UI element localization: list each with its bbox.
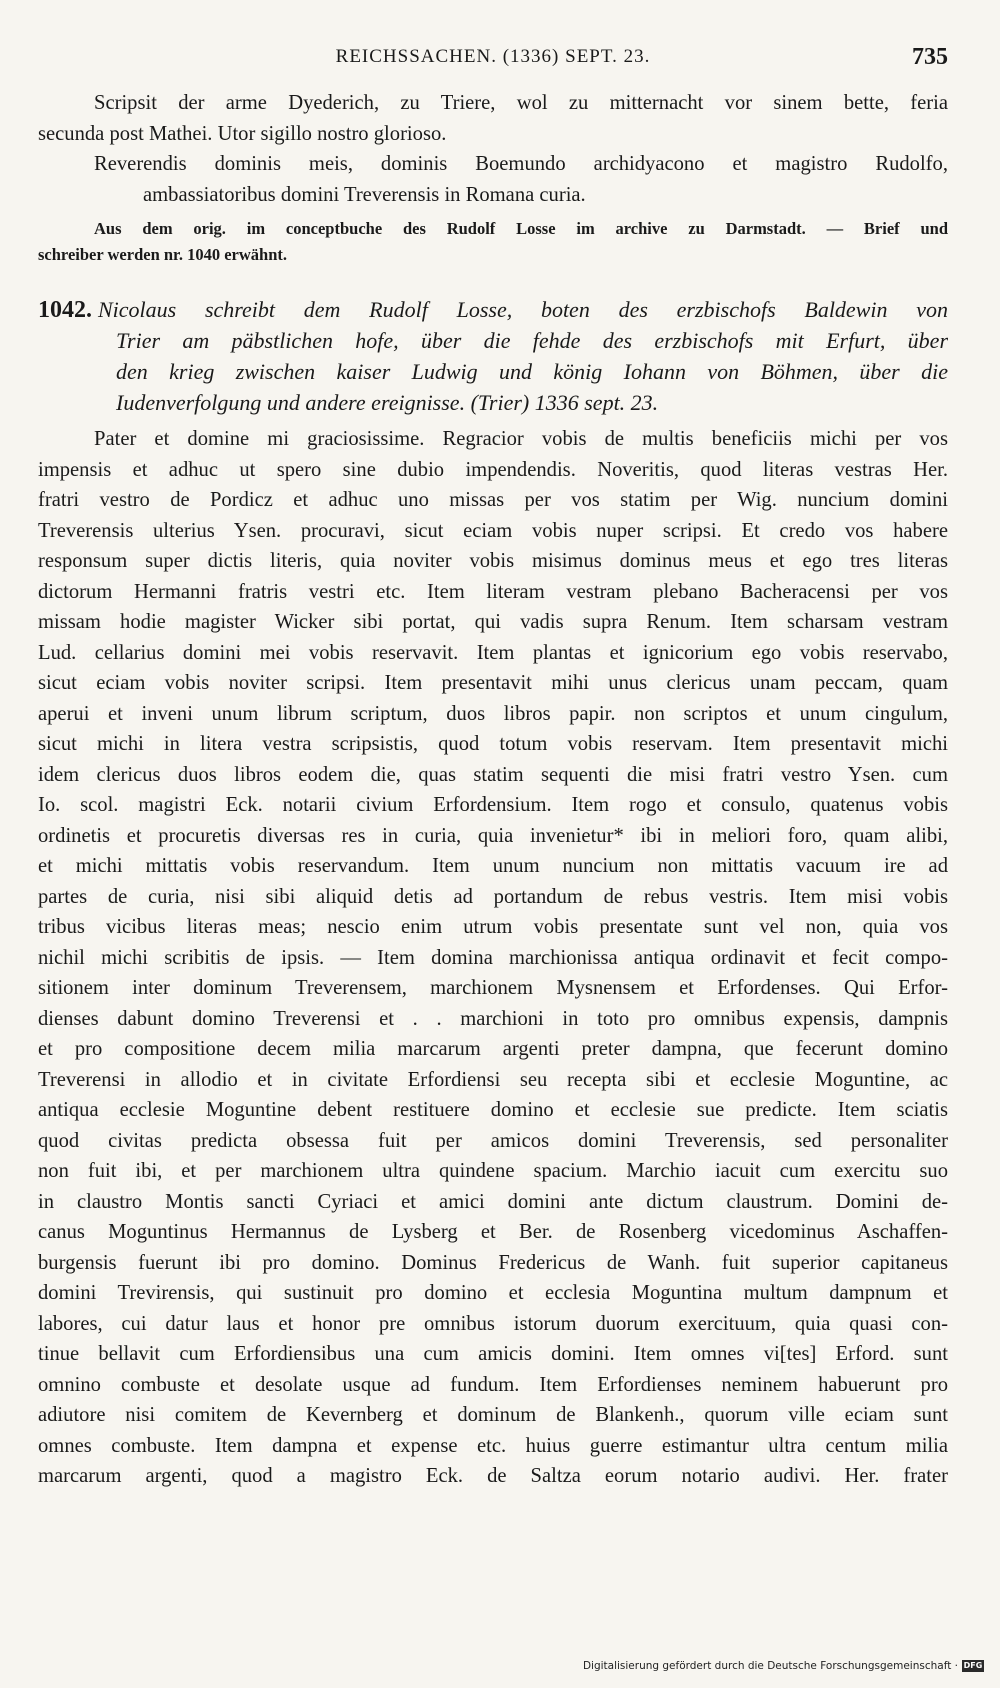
text-line: Treverensi in allodio et in civitate Erfordiensi seu recepta sibi et ecclesie Moguntine, ac — [38, 1068, 948, 1091]
text-line: tinue bellavit cum Erfordiensibus una cum amicis domini. Item omnes vi[tes] Erford. sunt — [38, 1343, 948, 1365]
running-header — [38, 44, 948, 74]
text-line: sicut michi in litera vestra scripsistis, quod totum vobis reservam. Item presentavit michi — [38, 733, 948, 755]
page-number: 735 — [912, 44, 948, 70]
previous-letter-closing — [38, 88, 948, 210]
text-line: impensis et adhuc ut spero sine dubio impendendis. Noveritis, quod literas vestras Her. — [38, 458, 948, 481]
text-line: Pater et domine mi graciosissime. Regracior vobis de multis beneficiis michi per vos — [94, 428, 948, 450]
regest — [38, 294, 948, 418]
text-line: antiqua ecclesie Moguntine debent restituere domino et ecclesie sue predicte. Item sciatis — [38, 1099, 948, 1121]
text-line: non fuit ibi, et per marchionem ultra quindene spacium. Marchio iacuit cum exercitu suo — [38, 1160, 948, 1182]
text-line: et pro compositione decem milia marcarum argenti preter dampna, que fecerunt domino — [38, 1038, 948, 1060]
source-note — [38, 216, 948, 268]
main-text — [38, 424, 948, 1492]
regest-text: Nicolaus schreibt dem Rudolf Losse, boten des erzbischofs Baldewin von — [98, 297, 948, 322]
text-line: nichil michi scribitis de ipsis. — Item domina marchionissa antiqua ordinavit et fecit compo- — [38, 946, 948, 969]
text-line: idem clericus duos libros eodem die, quas statim sequenti die misi fratri vestro Ysen. cum — [38, 763, 948, 786]
text-line: Io. scol. magistri Eck. notarii civium Erfordensium. Item rogo et consulo, quatenus vobis — [38, 794, 948, 816]
text-line: sitionem inter dominum Treverensem, marchionem Mysnensem et Erfordenses. Qui Erfor- — [38, 977, 948, 999]
address-line: ambassiatoribus domini Treverensis in Romana curia. — [143, 183, 586, 206]
text-line: omnes combuste. Item dampna et expense etc. huius guerre estimantur ultra centum milia — [38, 1434, 948, 1457]
document-number: 1042. — [38, 297, 92, 323]
address-line: Reverendis dominis meis, dominis Boemundo archidyacono et magistro Rudolfo, — [94, 153, 948, 175]
text-line: partes de curia, nisi sibi aliquid detis ad portandum de rebus vestris. Item misi vobis — [38, 885, 948, 908]
text-line: quod civitas predicta obsessa fuit per amicos domini Treverensis, sed personaliter — [38, 1129, 948, 1152]
note-line: Aus dem orig. im conceptbuche des Rudolf Losse im archive zu Darmstadt. — Brief und — [94, 219, 948, 238]
text-line: adiutore nisi comitem de Kevernberg et dominum de Blankenh., quorum ville eciam sunt — [38, 1404, 948, 1426]
text-line: aperui et inveni unum librum scriptum, duos libros papir. non scriptos et unum cingulum, — [38, 702, 948, 725]
text-line: fratri vestro de Pordicz et adhuc uno missas per vos statim per Wig. nuncium domini — [38, 489, 948, 511]
text-line: omnino combuste et desolate usque ad fundum. Item Erfordienses neminem habuerunt pro — [38, 1373, 948, 1396]
text-line: Lud. cellarius domini mei vobis reservavit. Item plantas et ignicorium ego vobis reservabo, — [38, 641, 948, 664]
running-title: REICHSSACHEN. (1336) SEPT. 23. — [335, 46, 651, 67]
text-line: burgensis fuerunt ibi pro domino. Dominus Fredericus de Wanh. fuit superior capitaneus — [38, 1251, 948, 1274]
text-line: dictorum Hermanni fratris vestri etc. Item literam vestram plebano Bacheracensi per vos — [38, 580, 948, 603]
regest-line — [38, 294, 948, 325]
text-line: Treverensis ulterius Ysen. procuravi, sicut eciam vobis nuper scripsi. Et credo vos habere — [38, 519, 948, 542]
text-line: secunda post Mathei. Utor sigillo nostro glorioso. — [38, 122, 447, 145]
regest-line: Trier am päbstlichen hofe, über die fehde des erzbischofs mit Erfurt, über — [116, 328, 948, 353]
dfg-logo: DFG — [963, 1661, 983, 1670]
note-line: schreiber werden nr. 1040 erwähnt. — [38, 245, 288, 264]
footer-text: Digitalisierung gefördert durch die Deutsche Forschungsgemeinschaft · — [582, 1660, 958, 1672]
text-line: sicut eciam vobis noviter scripsi. Item presentavit mihi unus clericus unam peccam, quam — [38, 672, 948, 694]
text-line: ordinetis et procuretis diversas res in curia, quia invenietur* ibi in meliori foro, quam alibi, — [38, 824, 948, 847]
footer — [583, 1660, 984, 1672]
text-line: domini Trevirensis, qui sustinuit pro domino et ecclesia Moguntina multum dampnum et — [38, 1282, 948, 1304]
text-line: dienses dabunt domino Treverensi et . . marchioni in toto pro omnibus expensis, dampnis — [38, 1007, 948, 1030]
text-line: missam hodie magister Wicker sibi portat, qui vadis supra Renum. Item scharsam vestram — [38, 611, 948, 633]
text-line: in claustro Montis sancti Cyriaci et amici domini ante dictum claustrum. Domini de- — [38, 1190, 948, 1213]
regest-line: den krieg zwischen kaiser Ludwig und könig Iohann von Böhmen, über die — [116, 359, 948, 384]
regest-line: Iudenverfolgung und andere ereignisse. (Trier) 1336 sept. 23. — [116, 390, 659, 415]
text-line: marcarum argenti, quod a magistro Eck. de Saltza eorum notario audivi. Her. frater — [38, 1465, 948, 1487]
text-line: tribus vicibus literas meas; nescio enim utrum vobis presentate sunt vel non, quia vos — [38, 916, 948, 938]
text-line: responsum super dictis literis, quia noviter vobis misimus dominus meus et ego tres literas — [38, 550, 948, 572]
text-line: et michi mittatis vobis reservandum. Item unum nuncium non mittatis vacuum ire ad — [38, 855, 948, 877]
text-line: canus Moguntinus Hermannus de Lysberg et Ber. de Rosenberg vicedominus Aschaffen- — [38, 1221, 948, 1243]
text-line: labores, cui datur laus et honor pre omnibus istorum duorum exercituum, quia quasi con- — [38, 1312, 948, 1335]
text-line: Scripsit der arme Dyederich, zu Triere, wol zu mitternacht vor sinem bette, feria — [94, 92, 948, 114]
